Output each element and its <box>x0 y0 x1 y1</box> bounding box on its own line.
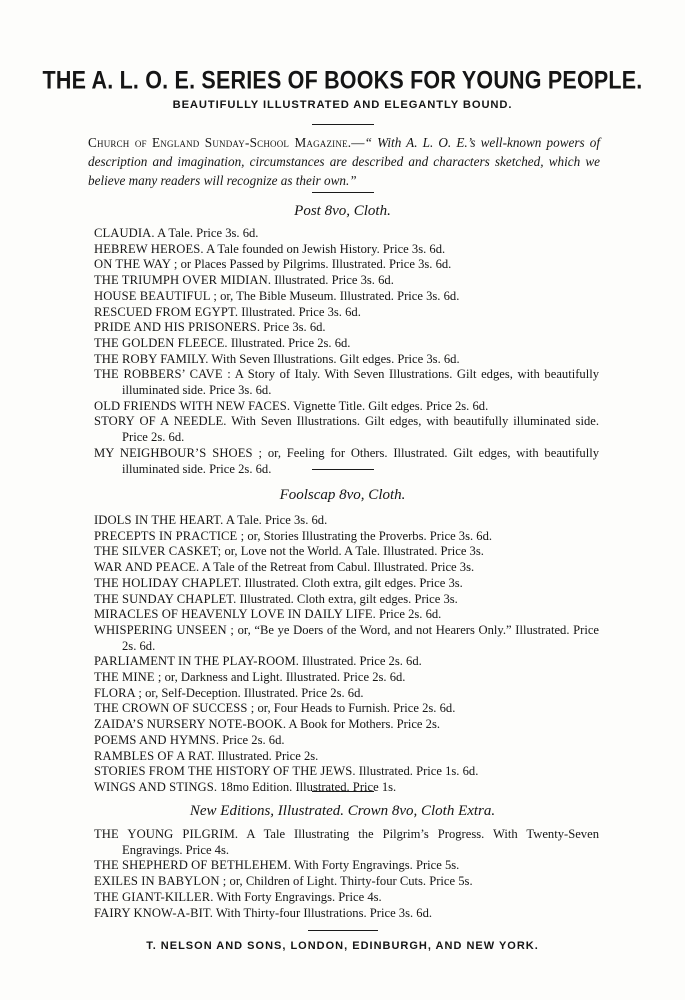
book-details: Price 2s. 6d. <box>219 732 285 747</box>
book-title: THE GOLDEN FLEECE. <box>94 335 228 350</box>
book-list <box>94 513 599 796</box>
book-title: CLAUDIA. <box>94 226 155 240</box>
book-title: THE TRIUMPH OVER MIDIAN. <box>94 273 272 288</box>
book-title: FLORA ; <box>94 685 142 700</box>
book-entry <box>94 513 599 529</box>
book-details: A Tale. Price 3s. 6d. <box>154 226 259 240</box>
book-title: THE YOUNG PILGRIM. <box>94 827 239 841</box>
book-title: ZAIDA’S NURSERY NOTE-BOOK. <box>94 717 287 732</box>
divider-rule <box>312 192 374 193</box>
book-title: THE ROBBERS’ CAVE : <box>94 367 231 382</box>
book-entry <box>94 686 599 702</box>
book-entry <box>94 654 599 670</box>
book-title: THE MINE ; <box>94 670 162 685</box>
book-entry <box>94 446 599 477</box>
book-details: With Seven Illustrations. Gilt edges. Price 3s. 6d. <box>208 351 460 366</box>
book-entry <box>94 529 599 545</box>
book-title: MIRACLES OF HEAVENLY LOVE IN DAILY LIFE. <box>94 607 376 622</box>
book-entry <box>94 717 599 733</box>
book-entry <box>94 874 599 890</box>
book-details: With Thirty-four Illustrations. Price 3s. 6d. <box>213 905 433 920</box>
book-title: PRIDE AND HIS PRISONERS. <box>94 320 261 335</box>
book-details: or, Darkness and Light. Illustrated. Price 2s. 6d. <box>161 670 406 685</box>
book-title: THE SILVER CASKET; <box>94 544 222 559</box>
book-title: MY NEIGHBOUR’S SHOES ; <box>94 445 263 460</box>
review-quote <box>88 133 600 190</box>
book-details: A Tale founded on Jewish History. Price 3s. 6d. <box>203 241 446 256</box>
book-list <box>94 226 599 477</box>
book-title: WHISPERING UNSEEN ; <box>94 622 234 637</box>
book-title: EXILES IN BABYLON ; <box>94 874 227 889</box>
book-entry <box>94 544 599 560</box>
book-title: THE GIANT-KILLER. <box>94 889 214 904</box>
book-title: IDOLS IN THE HEART. <box>94 513 224 527</box>
section-heading: Foolscap 8vo, Cloth. <box>279 487 406 503</box>
book-details: Price 3s. 6d. <box>260 320 326 335</box>
book-details: Illustrated. Price 1s. 6d. <box>355 764 479 779</box>
book-details: or, Four Heads to Furnish. Price 2s. 6d. <box>254 701 456 716</box>
book-details: Illustrated. Price 2s. 6d. <box>227 335 351 350</box>
book-title: THE ROBY FAMILY. <box>94 351 209 366</box>
book-details: A Story of Italy. With Seven Illustrations. Gilt edges, with beautifully illuminated side. Price 3s. 6d. <box>122 367 599 398</box>
book-entry <box>94 701 599 717</box>
book-details: or, “Be ye Doers of the Word, and not Hearers Only.” Illustrated. Price 2s. 6d. <box>122 622 599 653</box>
book-title: FAIRY KNOW-A-BIT. <box>94 905 213 920</box>
book-entry <box>94 890 599 906</box>
book-entry <box>94 367 599 398</box>
book-details: A Tale. Price 3s. 6d. <box>223 513 328 527</box>
book-title: THE SUNDAY CHAPLET. <box>94 591 237 606</box>
book-entry <box>94 764 599 780</box>
book-details: A Tale of the Retreat from Cabul. Illustrated. Price 3s. <box>199 560 475 575</box>
book-title: HEBREW HEROES. <box>94 241 204 256</box>
book-details: 18mo Edition. Illustrated. Price 1s. <box>217 779 397 794</box>
book-title: THE SHEPHERD OF BETHLEHEM. <box>94 858 292 873</box>
book-entry <box>94 320 599 336</box>
book-entry <box>94 592 599 608</box>
book-title: RESCUED FROM EGYPT. <box>94 304 239 319</box>
book-title: RAMBLES OF A RAT. <box>94 748 215 763</box>
divider-rule <box>308 930 378 931</box>
book-title: PRECEPTS IN PRACTICE ; <box>94 528 245 543</box>
book-entry <box>94 623 599 654</box>
book-list <box>94 827 599 921</box>
section-heading: New Editions, Illustrated. Crown 8vo, Cloth Extra. <box>189 803 496 819</box>
book-entry <box>94 733 599 749</box>
publisher-imprint: T. NELSON AND SONS, LONDON, EDINBURGH, AND NEW YORK. <box>146 940 539 952</box>
page-title: THE A. L. O. E. SERIES OF BOOKS FOR YOUNG PEOPLE. <box>42 66 643 95</box>
book-entry <box>94 827 599 858</box>
divider-rule <box>312 469 374 470</box>
book-entry <box>94 226 599 242</box>
book-title: THE CROWN OF SUCCESS ; <box>94 701 255 716</box>
book-entry <box>94 670 599 686</box>
book-title: ON THE WAY ; <box>94 257 178 272</box>
book-details: Illustrated. Price 3s. 6d. <box>271 273 394 288</box>
book-details: or, Children of Light. Thirty-four Cuts. Price 5s. <box>226 874 473 889</box>
book-entry <box>94 607 599 623</box>
book-details: With Seven Illustrations. Gilt edges, with beautifully illuminated side. Price 2s. 6d. <box>122 414 599 445</box>
book-title: PARLIAMENT IN THE PLAY-ROOM. <box>94 654 300 669</box>
book-details: A Book for Mothers. Price 2s. <box>286 717 441 732</box>
book-title: HOUSE BEAUTIFUL ; <box>94 288 217 303</box>
book-entry <box>94 414 599 445</box>
review-quote-text-end: and characters sketched, which we believe many readers will recognize as their own.” <box>88 154 601 188</box>
book-details: A Tale Illustrating the Pilgrim’s Progress. With Twenty-Seven Engravings. Price 4s. <box>122 827 599 857</box>
book-details: or, Self-Deception. Illustrated. Price 2s. 6d. <box>141 685 364 700</box>
book-details: or Places Passed by Pilgrims. Illustrated. Price 3s. 6d. <box>177 257 452 272</box>
book-details: Illustrated. Cloth extra, gilt edges. Price 3s. <box>236 591 458 606</box>
book-title: STORIES FROM THE HISTORY OF THE JEWS. <box>94 764 356 779</box>
book-details: Vignette Title. Gilt edges. Price 2s. 6d. <box>290 398 489 413</box>
book-entry <box>94 560 599 576</box>
book-details: Price 2s. 6d. <box>375 607 442 622</box>
book-details: With Forty Engravings. Price 5s. <box>291 858 460 873</box>
book-entry <box>94 352 599 368</box>
book-entry <box>94 576 599 592</box>
book-entry <box>94 858 599 874</box>
book-entry <box>94 780 599 796</box>
book-details: Illustrated. Cloth extra, gilt edges. Price 3s. <box>241 575 463 590</box>
page-subtitle: BEAUTIFULLY ILLUSTRATED AND ELEGANTLY BOUND. <box>172 99 513 111</box>
book-entry <box>94 749 599 765</box>
section-heading: Post 8vo, Cloth. <box>294 203 391 219</box>
book-details: Illustrated. Price 3s. 6d. <box>238 304 361 319</box>
book-title: OLD FRIENDS WITH NEW FACES. <box>94 398 291 413</box>
book-title: STORY OF A NEEDLE. <box>94 414 227 429</box>
divider-rule <box>312 124 374 125</box>
book-details: With Forty Engravings. Price 4s. <box>213 889 382 904</box>
book-details: Illustrated. Price 2s. 6d. <box>299 654 422 669</box>
book-entry <box>94 257 599 273</box>
book-title: WAR AND PEACE. <box>94 560 200 575</box>
review-quote-text: “ With A. L. O. E.’s well-known powers of description and imagination, circumstances are described <box>88 135 600 169</box>
book-title: WINGS AND STINGS. <box>94 779 218 794</box>
book-entry <box>94 273 599 289</box>
book-details: or, Stories Illustrating the Proverbs. Price 3s. 6d. <box>244 528 493 543</box>
book-details: or, The Bible Museum. Illustrated. Price 3s. 6d. <box>216 288 460 303</box>
book-entry <box>94 399 599 415</box>
divider-rule <box>312 791 374 792</box>
review-source: Church of England Sunday-School Magazine.— <box>88 135 365 150</box>
book-title: POEMS AND HYMNS. <box>94 732 220 747</box>
book-entry <box>94 336 599 352</box>
book-details: Illustrated. Price 2s. <box>214 748 319 763</box>
book-entry <box>94 242 599 258</box>
book-details: or, Love not the World. A Tale. Illustrated. Price 3s. <box>221 544 484 559</box>
book-title: THE HOLIDAY CHAPLET. <box>94 575 242 590</box>
book-details: or, Feeling for Others. Illustrated. Gilt edges, with beautifully illuminated side. Price 2s. 6d. <box>122 445 599 476</box>
book-entry <box>94 906 599 922</box>
book-entry <box>94 305 599 321</box>
book-entry <box>94 289 599 305</box>
